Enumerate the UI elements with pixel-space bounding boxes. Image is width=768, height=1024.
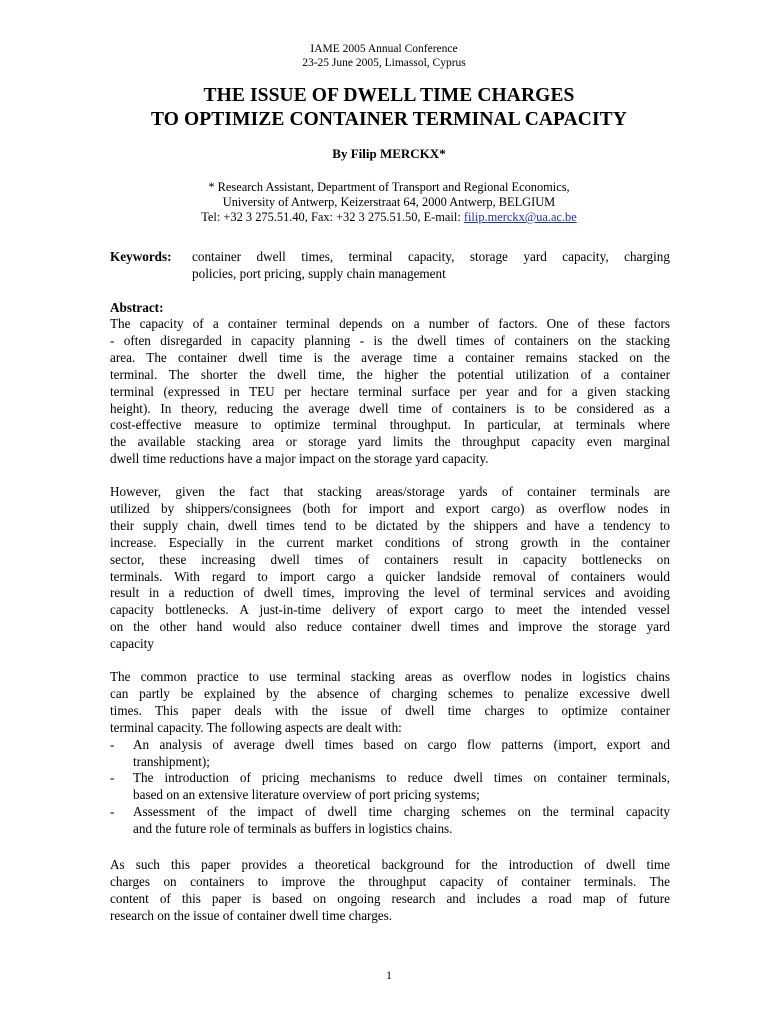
- text-line: capacity: [110, 636, 154, 652]
- text-line: terminals. With regard to import cargo a quicker landside removal of containers would: [110, 568, 670, 584]
- text-line: content of this paper is based on ongoing research and includes a road map of future: [110, 890, 670, 906]
- keywords-line: policies, port pricing, supply chain management: [192, 266, 446, 281]
- author-line: By Filip MERCKX*: [332, 146, 446, 161]
- bullet-item: [110, 737, 670, 771]
- text-line: sector, these increasing dwell times of containers result in capacity bottlenecks on: [110, 551, 670, 567]
- abstract-paragraph-3: [110, 669, 670, 838]
- text-line: height). In theory, reducing the average dwell time of containers is to be considered as a: [110, 400, 670, 416]
- text-line: Assessment of the impact of dwell time charging schemes on the terminal capacity: [133, 804, 670, 820]
- text-line: the available stacking area or storage yard limits the throughput capacity even marginal: [110, 434, 670, 450]
- text-line: However, given the fact that stacking areas/storage yards of container terminals are: [110, 484, 670, 499]
- paper-title-line-1: THE ISSUE OF DWELL TIME CHARGES: [203, 85, 575, 106]
- text-line: terminal (expressed in TEU per hectare terminal surface per year and for a given stacking: [110, 383, 670, 399]
- text-line: An analysis of average dwell times based on cargo flow patterns (import, export and: [133, 736, 670, 752]
- abstract-paragraph-1: [110, 316, 670, 468]
- bullet-dash: -: [110, 770, 115, 786]
- bullet-item: [110, 804, 670, 838]
- text-line: and the future role of terminals as buffers in logistics chains.: [133, 821, 453, 837]
- page-number: 1: [386, 970, 392, 982]
- keywords-list: [192, 248, 670, 282]
- text-line: As such this paper provides a theoretical background for the introduction of dwell time: [110, 857, 670, 872]
- keywords-label: Keywords:: [110, 249, 172, 264]
- text-line: capacity bottlenecks. A just-in-time delivery of export cargo to meet the intended vessel: [110, 602, 670, 618]
- affiliation-line-2: University of Antwerp, Keizerstraat 64, 2000 Antwerp, BELGIUM: [222, 195, 556, 209]
- bullet-dash: -: [110, 736, 115, 752]
- email-link[interactable]: filip.merckx@ua.ac.be: [463, 210, 577, 224]
- text-line: The capacity of a container terminal depends on a number of factors. One of these factors: [110, 316, 670, 331]
- bullet-text: [133, 804, 670, 838]
- text-line: dwell time reductions have a major impact on the storage yard capacity.: [110, 451, 489, 467]
- text-line: charges on containers to improve the throughput capacity of container terminals. The: [110, 873, 670, 889]
- text-line: utilized by shippers/consignees (both for import and export cargo) as overflow nodes in: [110, 500, 670, 516]
- text-line: - often disregarded in capacity planning - is the dwell times of containers on the stacking: [110, 332, 670, 348]
- bullet-text: [133, 737, 670, 771]
- text-line: research on the issue of container dwell time charges.: [110, 907, 393, 923]
- conference-date-location: 23-25 June 2005, Limassol, Cyprus: [302, 57, 466, 69]
- text-line: terminal. The shorter the dwell time, the higher the potential utilization of a container: [110, 366, 670, 382]
- affiliation-contact-line: [0, 210, 768, 225]
- text-line: increase. Especially in the current market conditions of strong growth in the container: [110, 534, 670, 550]
- abstract-paragraph-4: [110, 857, 670, 925]
- bullet-item: [110, 770, 670, 804]
- text-line: cost-effective measure to optimize terminal throughput. In particular, at terminals where: [110, 417, 670, 433]
- text-line: their supply chain, dwell times tend to be dictated by the shippers and have a tendency to: [110, 517, 670, 533]
- keywords-line: container dwell times, terminal capacity, storage yard capacity, charging: [192, 249, 670, 264]
- text-line: times. This paper deals with the issue of dwell time charges to optimize container: [110, 702, 670, 718]
- text-line: transhipment);: [133, 753, 210, 769]
- abstract-heading: Abstract:: [110, 300, 164, 315]
- bullet-text: [133, 770, 670, 804]
- text-line: on the other hand would also reduce container dwell times and improve the storage yard: [110, 619, 670, 635]
- text-line: terminal capacity. The following aspects are dealt with:: [110, 719, 402, 735]
- contact-numbers: Tel: +32 3 275.51.40, Fax: +32 3 275.51.50, E-mail:: [201, 210, 464, 224]
- text-line: The introduction of pricing mechanisms to reduce dwell times on container terminals,: [133, 770, 670, 786]
- conference-name: IAME 2005 Annual Conference: [310, 43, 458, 55]
- text-line: can partly be explained by the absence of charging schemes to penalize excessive dwell: [110, 685, 670, 701]
- bullet-dash: -: [110, 804, 115, 820]
- paper-title-line-2: TO OPTIMIZE CONTAINER TERMINAL CAPACITY: [151, 109, 627, 130]
- text-line: The common practice to use terminal stacking areas as overflow nodes in logistics chains: [110, 669, 670, 684]
- affiliation-line-1: * Research Assistant, Department of Transport and Regional Economics,: [208, 180, 570, 194]
- text-line: based on an extensive literature overview of port pricing systems;: [133, 787, 480, 803]
- text-line: area. The container dwell time is the average time a container remains stacked on the: [110, 349, 670, 365]
- text-line: result in a reduction of dwell times, improving the level of terminal services and avoiding: [110, 585, 670, 601]
- abstract-paragraph-2: [110, 484, 670, 653]
